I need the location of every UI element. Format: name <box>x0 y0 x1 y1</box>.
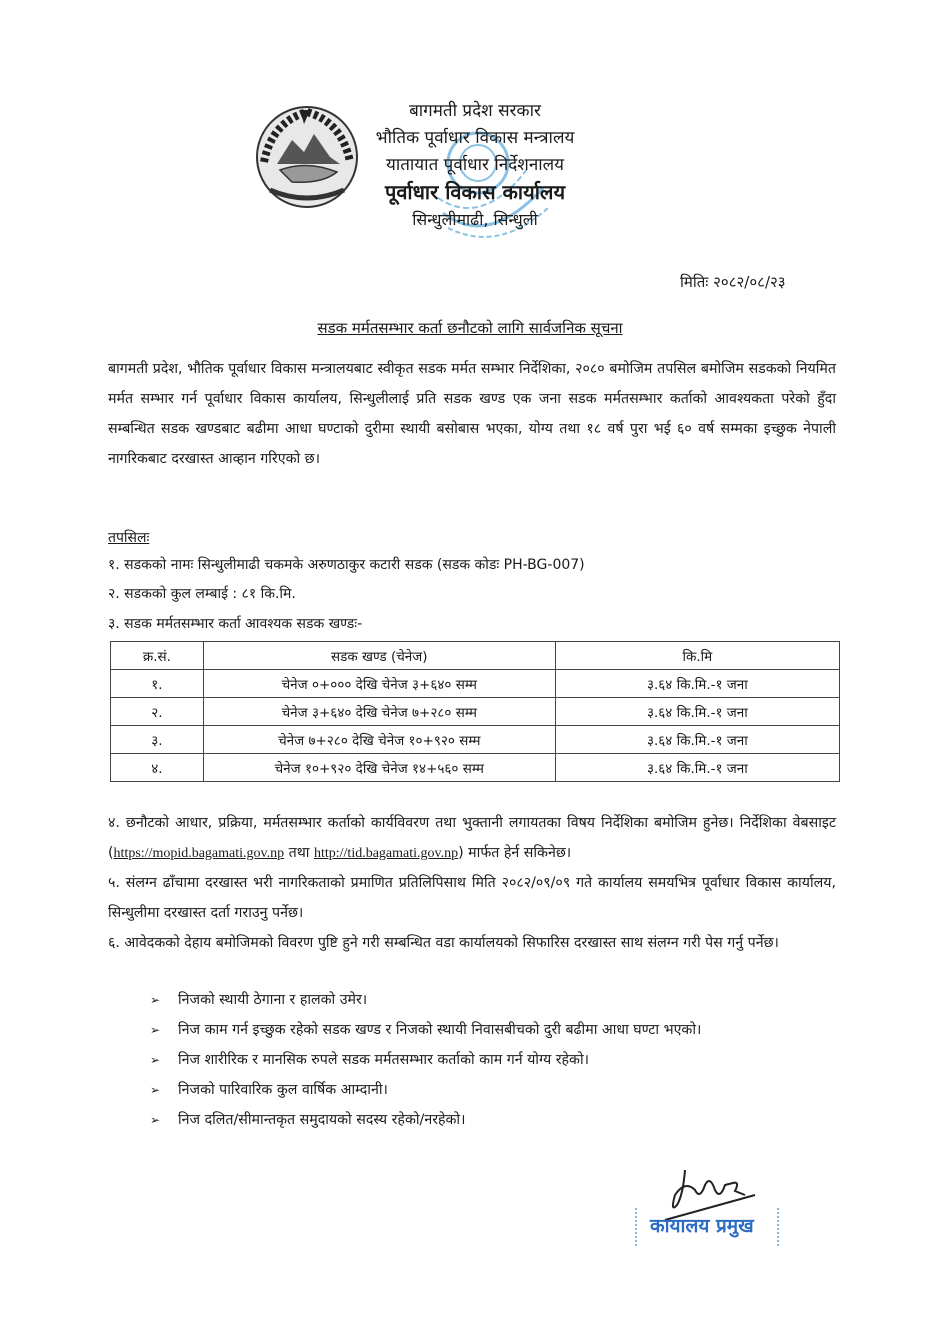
detail-item-sections: ३. सडक मर्मतसम्भार कर्ता आवश्यक सडक खण्डः- <box>108 616 363 632</box>
cell-km: ३.६४ कि.मि.-१ जना <box>555 670 839 698</box>
list-item-text: निज दलित/सीमान्तकृत समुदायको सदस्य रहेको/नरहेको। <box>178 1112 466 1128</box>
arrow-bullet-icon: ➢ <box>150 1113 161 1127</box>
table-row <box>111 670 840 698</box>
notice-date: मितिः २०८२/०८/२३ <box>680 273 786 291</box>
office-name: पूर्वाधार विकास कार्यालय <box>384 180 566 204</box>
arrow-bullet-icon: ➢ <box>150 1053 161 1067</box>
arrow-bullet-icon: ➢ <box>150 1083 161 1097</box>
header-section: सडक खण्ड (चेनेज) <box>203 642 555 670</box>
point-4-text-a: ४. छनौटको आधार, प्रक्रिया, मर्मतसम्भार कर्ताको कार्यविवरण तथा भुक्तानी लगायतका विषय निर्देशिका बमोजिम हुनेछ। निर्देशिका वेबसाइट ( <box>108 815 836 861</box>
details-label: तपसिलः <box>108 530 150 546</box>
cell-serial: ४. <box>111 754 204 782</box>
notice-title-text: सडक मर्मतसम्भार कर्ता छनौटको लागि सार्वजनिक सूचना <box>317 319 623 337</box>
cell-km: ३.६४ कि.मि.-१ जना <box>555 698 839 726</box>
list-item-text: निजको पारिवारिक कुल वार्षिक आम्दानी। <box>178 1082 388 1098</box>
notice-title <box>0 318 940 338</box>
signer-title: कायालय प्रमुख <box>650 1215 754 1237</box>
government-name: बागमती प्रदेश सरकार <box>409 101 541 121</box>
arrow-bullet-icon: ➢ <box>150 1023 161 1037</box>
cell-serial: ३. <box>111 726 204 754</box>
table-row <box>111 698 840 726</box>
point-4-text-c: ) मार्फत हेर्न सकिनेछ। <box>458 845 572 861</box>
detail-item-road-length: २. सडकको कुल लम्बाई : ८१ कि.मि. <box>108 586 296 602</box>
list-item <box>150 1075 840 1105</box>
point-5-paragraph: ५. संलग्न ढाँचामा दरखास्त भरी नागरिकताको प्रमाणित प्रतिलिपिसाथ मिति २०८२/०९/०९ गते कार्यालय समयभित्र पूर्वाधार विकास कार्यालय, सिन्धुलीमा दरखास्त दर्ता गराउनु पर्नेछ। <box>108 875 836 921</box>
cell-km: ३.६४ कि.मि.-१ जना <box>555 726 839 754</box>
cell-serial: २. <box>111 698 204 726</box>
list-item-text: निजको स्थायी ठेगाना र हालको उमेर। <box>178 992 368 1008</box>
list-item <box>150 1045 840 1075</box>
point-4-paragraph <box>108 808 836 869</box>
arrow-bullet-icon: ➢ <box>150 993 161 1007</box>
nepal-emblem-icon <box>252 102 362 212</box>
point-4-text-b: तथा <box>284 845 314 861</box>
table-header-row <box>111 642 840 670</box>
header-km: कि.मि <box>555 642 839 670</box>
cell-section: चेनेज ७+२८० देखि चेनेज १०+९२० सम्म <box>203 726 555 754</box>
tid-website-link[interactable]: http://tid.bagamati.gov.np <box>313 846 459 861</box>
list-item-text: निज काम गर्न इच्छुक रहेको सडक खण्ड र निजको स्थायी निवासबीचको दुरी बढीमा आधा घण्टा भएको। <box>178 1022 702 1038</box>
list-item <box>150 1105 840 1135</box>
cell-km: ३.६४ कि.मि.-१ जना <box>555 754 839 782</box>
list-item <box>150 985 840 1015</box>
detail-item-road-name: १. सडकको नामः सिन्धुलीमाढी चकमके अरुणठाकुर कटारी सडक (सडक कोडः PH-BG-007) <box>108 557 585 573</box>
header-serial: क्र.सं. <box>111 642 204 670</box>
list-item-text: निज शारीरिक र मानसिक रुपले सडक मर्मतसम्भार कर्ताको काम गर्न योग्य रहेको। <box>178 1052 589 1068</box>
cell-serial: १. <box>111 670 204 698</box>
letterhead <box>355 98 595 233</box>
mopid-website-link[interactable]: https://mopid.bagamati.gov.np <box>113 846 285 861</box>
directorate-name: यातायात पूर्वाधार निर्देशनालय <box>385 155 565 175</box>
cell-section: चेनेज १०+९२० देखि चेनेज १४+५६० सम्म <box>203 754 555 782</box>
ministry-name: भौतिक पूर्वाधार विकास मन्त्रालय <box>375 128 575 148</box>
road-sections-table <box>110 641 840 782</box>
office-address: सिन्धुलीमाढी, सिन्धुली <box>412 210 538 229</box>
table-row <box>111 754 840 782</box>
point-6-paragraph: ६. आवेदकको देहाय बमोजिमको विवरण पुष्टि हुने गरी सम्बन्धित वडा कार्यालयको सिफारिस दरखास्त साथ संलग्न गरी पेस गर्नु पर्नेछ। <box>108 935 779 951</box>
cell-section: चेनेज ३+६४० देखि चेनेज ७+२८० सम्म <box>203 698 555 726</box>
list-item <box>150 1015 840 1045</box>
table-row <box>111 726 840 754</box>
cell-section: चेनेज ०+००० देखि चेनेज ३+६४० सम्म <box>203 670 555 698</box>
requirements-list <box>150 985 840 1135</box>
intro-paragraph: बागमती प्रदेश, भौतिक पूर्वाधार विकास मन्त्रालयबाट स्वीकृत सडक मर्मत सम्भार निर्देशिका, २०८० बमोजिम तपसिल बमोजिम सडकको नियमित मर्मत सम्भार गर्न पूर्वाधार विकास कार्यालय, सिन्धुलीलाई प्रति सडक खण्ड एक जना सडक मर्मतसम्भार कर्ताको आवश्यकता परेको हुँदा सम्बन्धित सडक खण्डबाट बढीमा आधा घण्टाको दुरीमा स्थायी बसोबास भएका, योग्य तथा १८ वर्ष पुरा भई ६० वर्ष सम्मका इच्छुक नेपाली नागरिकबाट दरखास्त आव्हान गरिएको छ। <box>108 361 836 467</box>
